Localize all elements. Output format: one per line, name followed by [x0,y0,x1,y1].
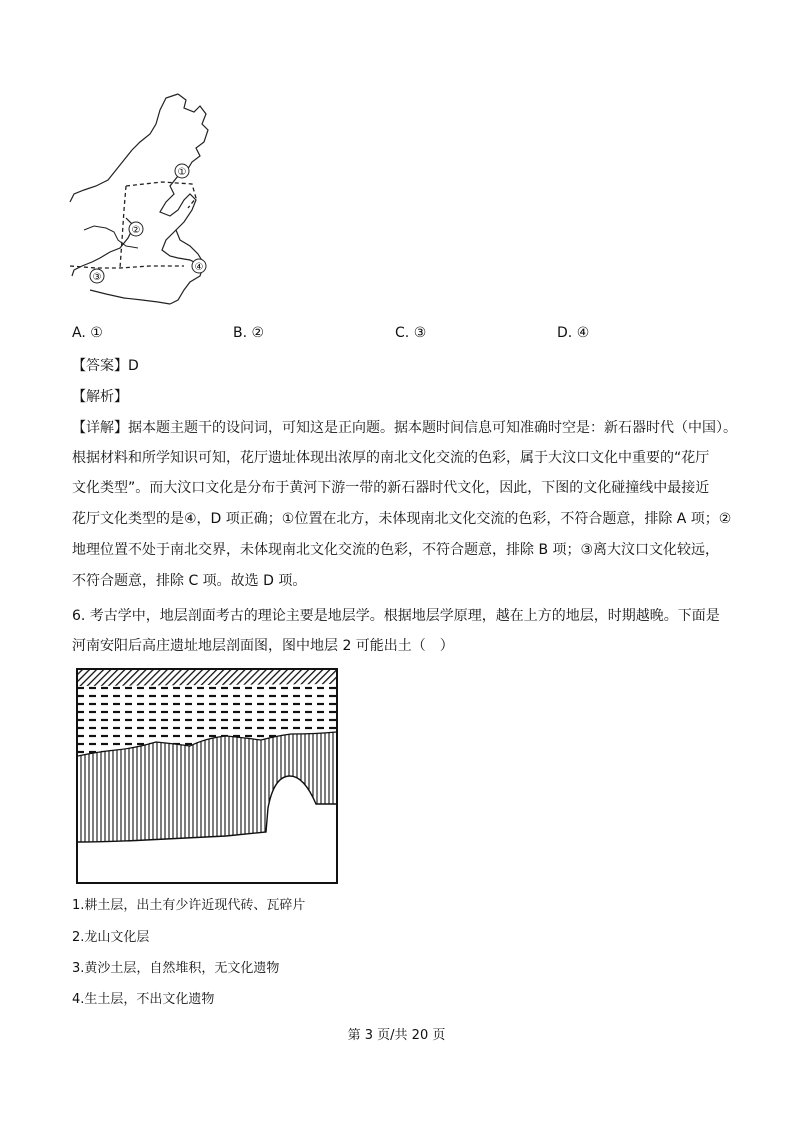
option-text: ② [251,325,265,341]
option-text: ① [90,325,103,341]
option-letter: A. [72,325,86,341]
answer-line [72,355,139,377]
svg-text:③: ③ [92,272,102,283]
detail-line-2: 根据材料和所学知识可知，花厅遗址体现出浓厚的南北文化交流的色彩，属于大汶口文化中重要的“花厅 [72,450,710,466]
layer-desc-2: 2.龙山文化层 [72,930,150,945]
option-a [72,325,103,341]
option-text: ④ [576,325,590,341]
option-letter: B. [233,325,248,341]
detail-line-4: 花厅文化类型的是④，D 项正确；①位置在北方，未体现南北文化交流的色彩，不符合题意，排除 A 项；② [72,511,732,527]
layer-desc-4: 4.生土层，不出文化遗物 [72,992,215,1007]
map-peninsula [162,230,198,264]
map-inner-coast [72,218,134,276]
detail-line-5: 地理位置不处于南北交界，未体现南北文化交流的色彩，不符合题意，排除 B 项；③离大汶口文化较远， [72,542,720,558]
layer-desc-3: 3.黄沙土层，自然堆积，无文化遗物 [72,961,280,976]
map-label-3 [90,269,104,283]
layer-desc-1: 1.耕土层，出土有少许近现代砖、瓦碎片 [72,898,306,913]
question6-line-2: 河南安阳后高庄遗址地层剖面图，图中地层 2 可能出土（ ） [72,638,454,654]
layer-1-shape [78,670,336,686]
detail-line-6: 不符合题意，排除 C 项。故选 D 项。 [72,573,307,589]
line-3 [70,266,184,268]
svg-text:①: ① [177,167,187,178]
line-2 [120,186,126,268]
page-footer: 第 3 页/共 20 页 [347,1028,446,1043]
option-d [557,325,589,341]
option-b [233,325,264,341]
detail-line-1: 【详解】据本题主题干的设问词，可知这是正向题。据本题时间信息可知准确时空是：新石器时代（中国）。 [72,420,737,436]
answer-label: 【答案】 [72,358,128,374]
option-letter: C. [395,325,410,341]
map-south-coast [90,290,170,304]
svg-text:②: ② [131,225,141,236]
map-label-4 [192,259,206,273]
map-label-2 [129,222,143,236]
map-outline-west [70,94,178,202]
stratigraphic-section [76,668,342,886]
analysis-label: 【解析】 [72,389,128,405]
map-label-1 [175,164,189,178]
option-letter: D. [557,325,573,341]
map-figure [66,90,216,308]
svg-text:④: ④ [194,262,204,273]
detail-line-3: 文化类型”。而大汶口文化是分布于黄河下游一带的新石器时代文化，因此，下图的文化碰撞线中最接近 [72,480,710,496]
answer-value: D [128,358,139,374]
question6-line-1: 6. 考古学中，地层剖面考古的理论主要是地层学。根据地层学原理，越在上方的地层，时期越晚。下面是 [72,608,720,624]
line-1 [126,182,196,208]
option-c [395,325,426,341]
option-text: ③ [413,325,427,341]
